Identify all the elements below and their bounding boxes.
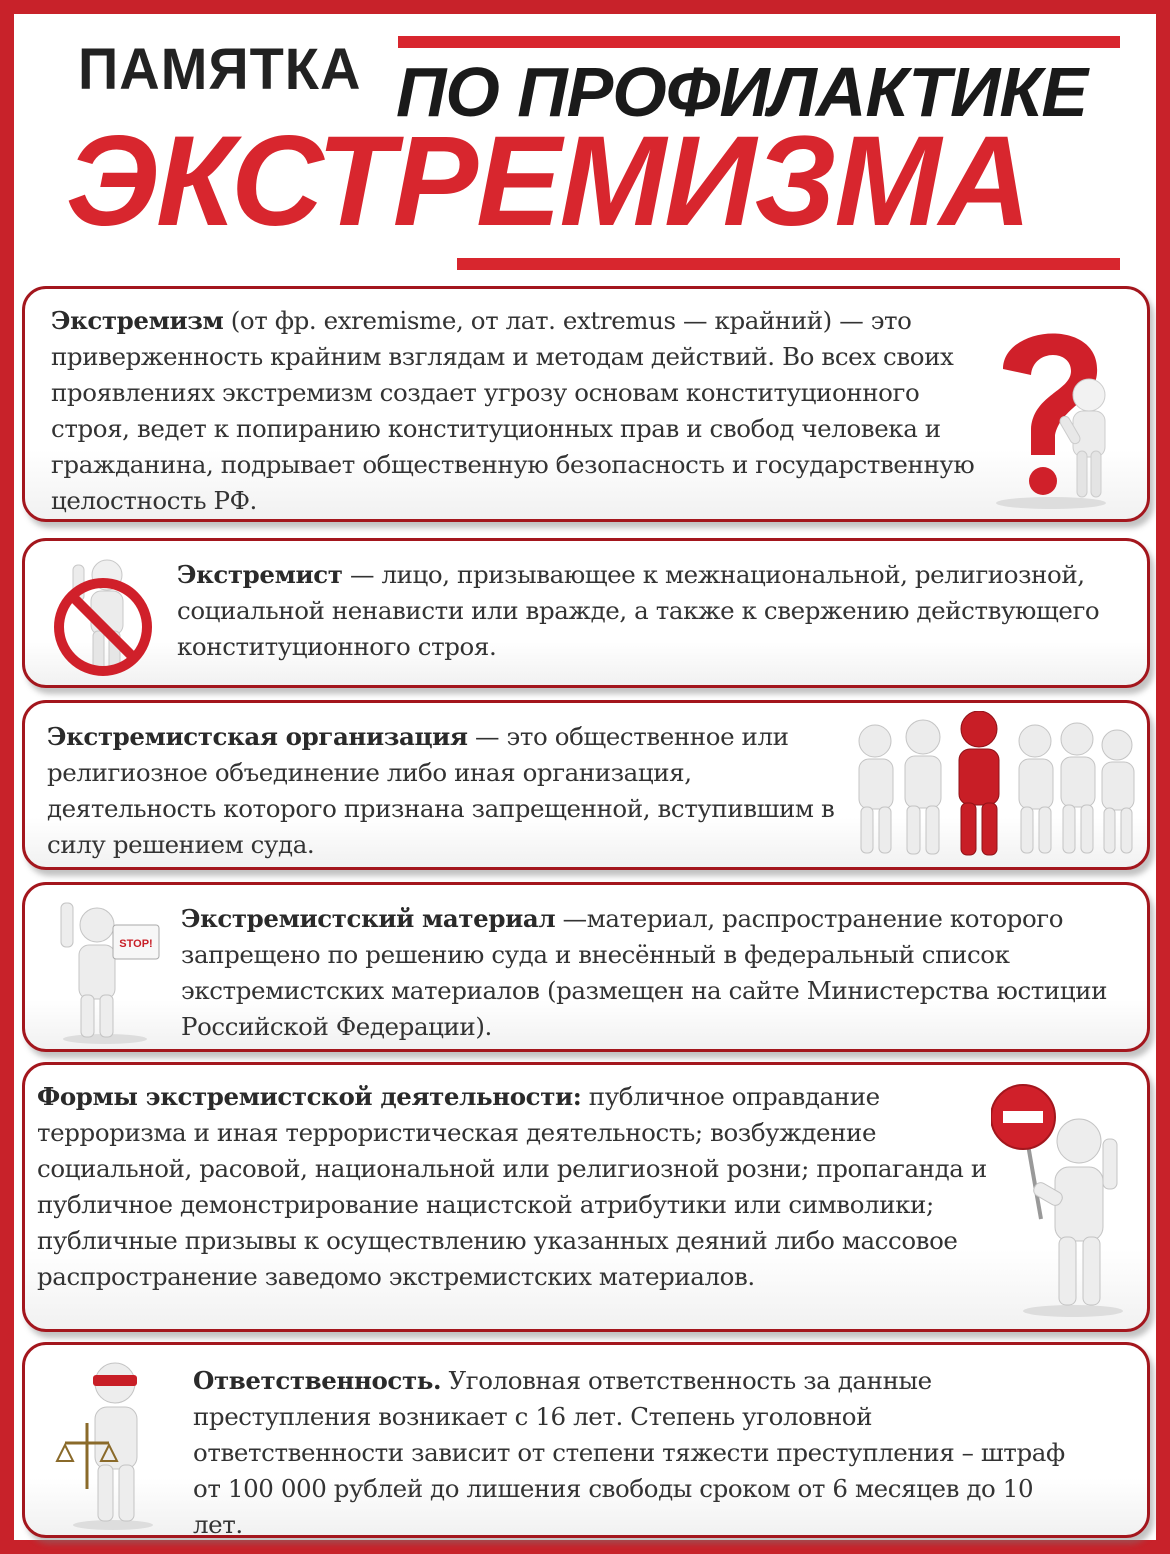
card-extremism-text [51, 303, 986, 519]
term-extremism: Экстремизм [51, 306, 224, 335]
definition-material: —материал, распространение которого запрещено по решению суда и внесённый в федеральный список экстремистских материалов (размещен на сайте Министерства юстиции Российской Федерации). [181, 904, 1108, 1041]
definition-organization: — это общественное или религиозное объединение либо иная организация, деятельность которого признана запрещенной, вступившим в силу решением суда. [47, 722, 835, 859]
card-material-text [181, 901, 1149, 1045]
card-extremism [22, 286, 1150, 522]
card-extremist-text [177, 557, 1137, 665]
definition-extremism: (от фр. exremisme, от лат. extremus — крайний) — это приверженность крайним взглядам и методам действий. Во всех своих проявлениях экстремизм создает угрозу основам конституционного строя, ведет к попиранию конституционных прав и свобод человека и гражданина, подрывает общественную безопасность и государственную целостность РФ. [51, 306, 975, 515]
stop-sign-figure-icon [47, 895, 167, 1045]
definition-forms: публичное оправдание терроризма и иная террористическая деятельность; возбуждение социальной, расовой, национальной или религиозной розни; пропаганда и публичное демонстрирование нацистской атрибутики или символики; публичные призывы к осуществлению указанных деяний либо массовое распространение заведомо экстремистских материалов. [37, 1082, 987, 1291]
card-extremist-material [22, 882, 1150, 1052]
crowd-red-leader-icon [845, 711, 1145, 861]
poster-header [14, 14, 1156, 294]
title-line-3: ЭКСТРЕМИЗМА [66, 110, 1030, 253]
definition-responsibility: Уголовная ответственность за данные преступления возникает с 16 лет. Степень уголовной ответственности зависит от степени тяжести преступления – штраф от 100 000 рублей до лишения свободы сроком от 6 месяцев до 10 лет. [193, 1366, 1065, 1539]
stop-sign-text: STOP! [119, 938, 153, 950]
card-responsibility-text [193, 1363, 1073, 1543]
header-bar-bottom [457, 258, 1120, 270]
term-organization: Экстремистская организация [47, 722, 468, 751]
term-forms: Формы экстремистской деятельности: [37, 1082, 582, 1111]
term-material: Экстремистский материал [181, 904, 556, 933]
question-mark-figure-icon [981, 311, 1131, 511]
term-extremist: Экстремист [177, 560, 343, 589]
header-bar-top [398, 36, 1120, 48]
term-responsibility: Ответственность. [193, 1366, 442, 1395]
card-extremist [22, 538, 1150, 688]
card-forms-text [37, 1079, 997, 1295]
title-line-1: ПАМЯТКА [78, 35, 362, 102]
card-extremist-activity-forms [22, 1062, 1150, 1332]
title-line-2: ПО ПРОФИЛАКТИКЕ [396, 53, 1088, 131]
card-organization-text [47, 719, 847, 863]
no-entry-sign-figure-icon [991, 1079, 1141, 1319]
card-extremist-organization [22, 700, 1150, 870]
prohibited-figure-icon [45, 551, 163, 677]
justice-scales-figure-icon [53, 1353, 173, 1533]
card-responsibility [22, 1342, 1150, 1538]
definition-extremist: — лицо, призывающее к межнациональной, религиозной, социальной ненависти или вражде, а также к свержению действующего конституционного строя. [177, 560, 1100, 661]
